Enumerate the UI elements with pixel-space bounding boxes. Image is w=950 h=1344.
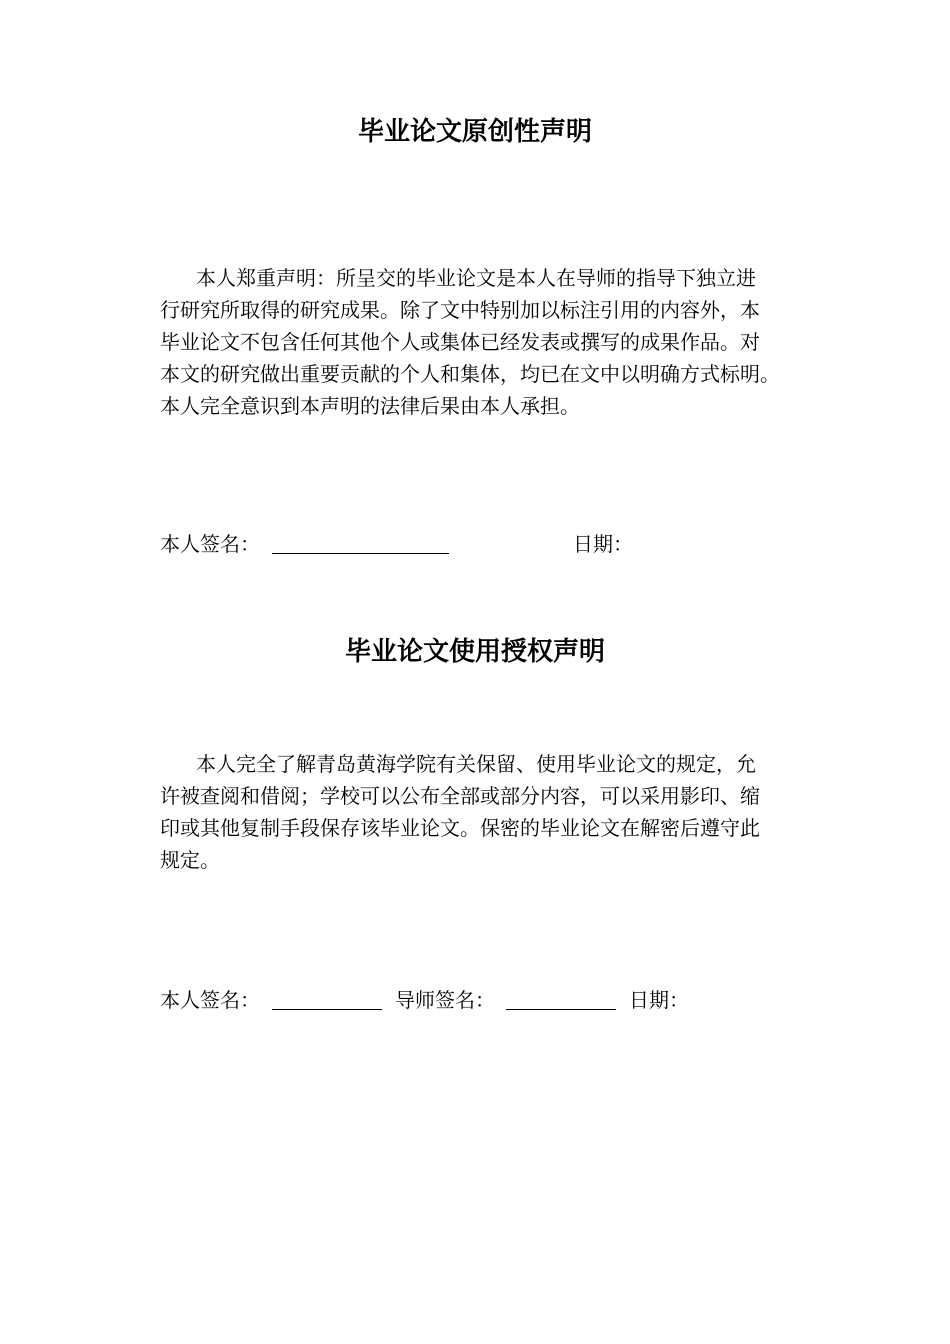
authorization-statement: [160, 748, 850, 876]
originality-statement: [160, 262, 850, 422]
statement-line: 印或其他复制手段保存该毕业论文。保密的毕业论文在解密后遵守此: [160, 816, 760, 840]
date-label: 日期：: [573, 532, 633, 556]
statement-line: 本人郑重声明：所呈交的毕业论文是本人在导师的指导下独立进: [196, 266, 756, 290]
advisor-signature-line[interactable]: [506, 1009, 616, 1010]
originality-signature-row: [160, 528, 860, 560]
statement-line: 许被查阅和借阅；学校可以公布全部或部分内容，可以采用影印、缩: [160, 784, 760, 808]
statement-line: 本人完全了解青岛黄海学院有关保留、使用毕业论文的规定，允: [196, 752, 756, 776]
authorization-signature-row: [160, 984, 860, 1016]
advisor-signature-label: 导师签名：: [395, 988, 495, 1012]
originality-title: 毕业论文原创性声明: [357, 117, 592, 147]
statement-line: 行研究所取得的研究成果。除了文中特别加以标注引用的内容外，本: [160, 298, 760, 322]
author-signature-line[interactable]: [272, 553, 449, 554]
statement-line: 本文的研究做出重要贡献的个人和集体，均已在文中以明确方式标明。: [160, 362, 780, 386]
statement-line: 毕业论文不包含任何其他个人或集体已经发表或撰写的成果作品。对: [160, 330, 760, 354]
authorization-title: 毕业论文使用授权声明: [344, 637, 605, 667]
author-signature-label: 本人签名：: [160, 532, 260, 556]
author-signature-line[interactable]: [272, 1009, 382, 1010]
statement-line: 规定。: [160, 848, 220, 872]
date-label: 日期：: [629, 988, 689, 1012]
author-signature-label: 本人签名：: [160, 988, 260, 1012]
statement-line: 本人完全意识到本声明的法律后果由本人承担。: [160, 394, 580, 418]
